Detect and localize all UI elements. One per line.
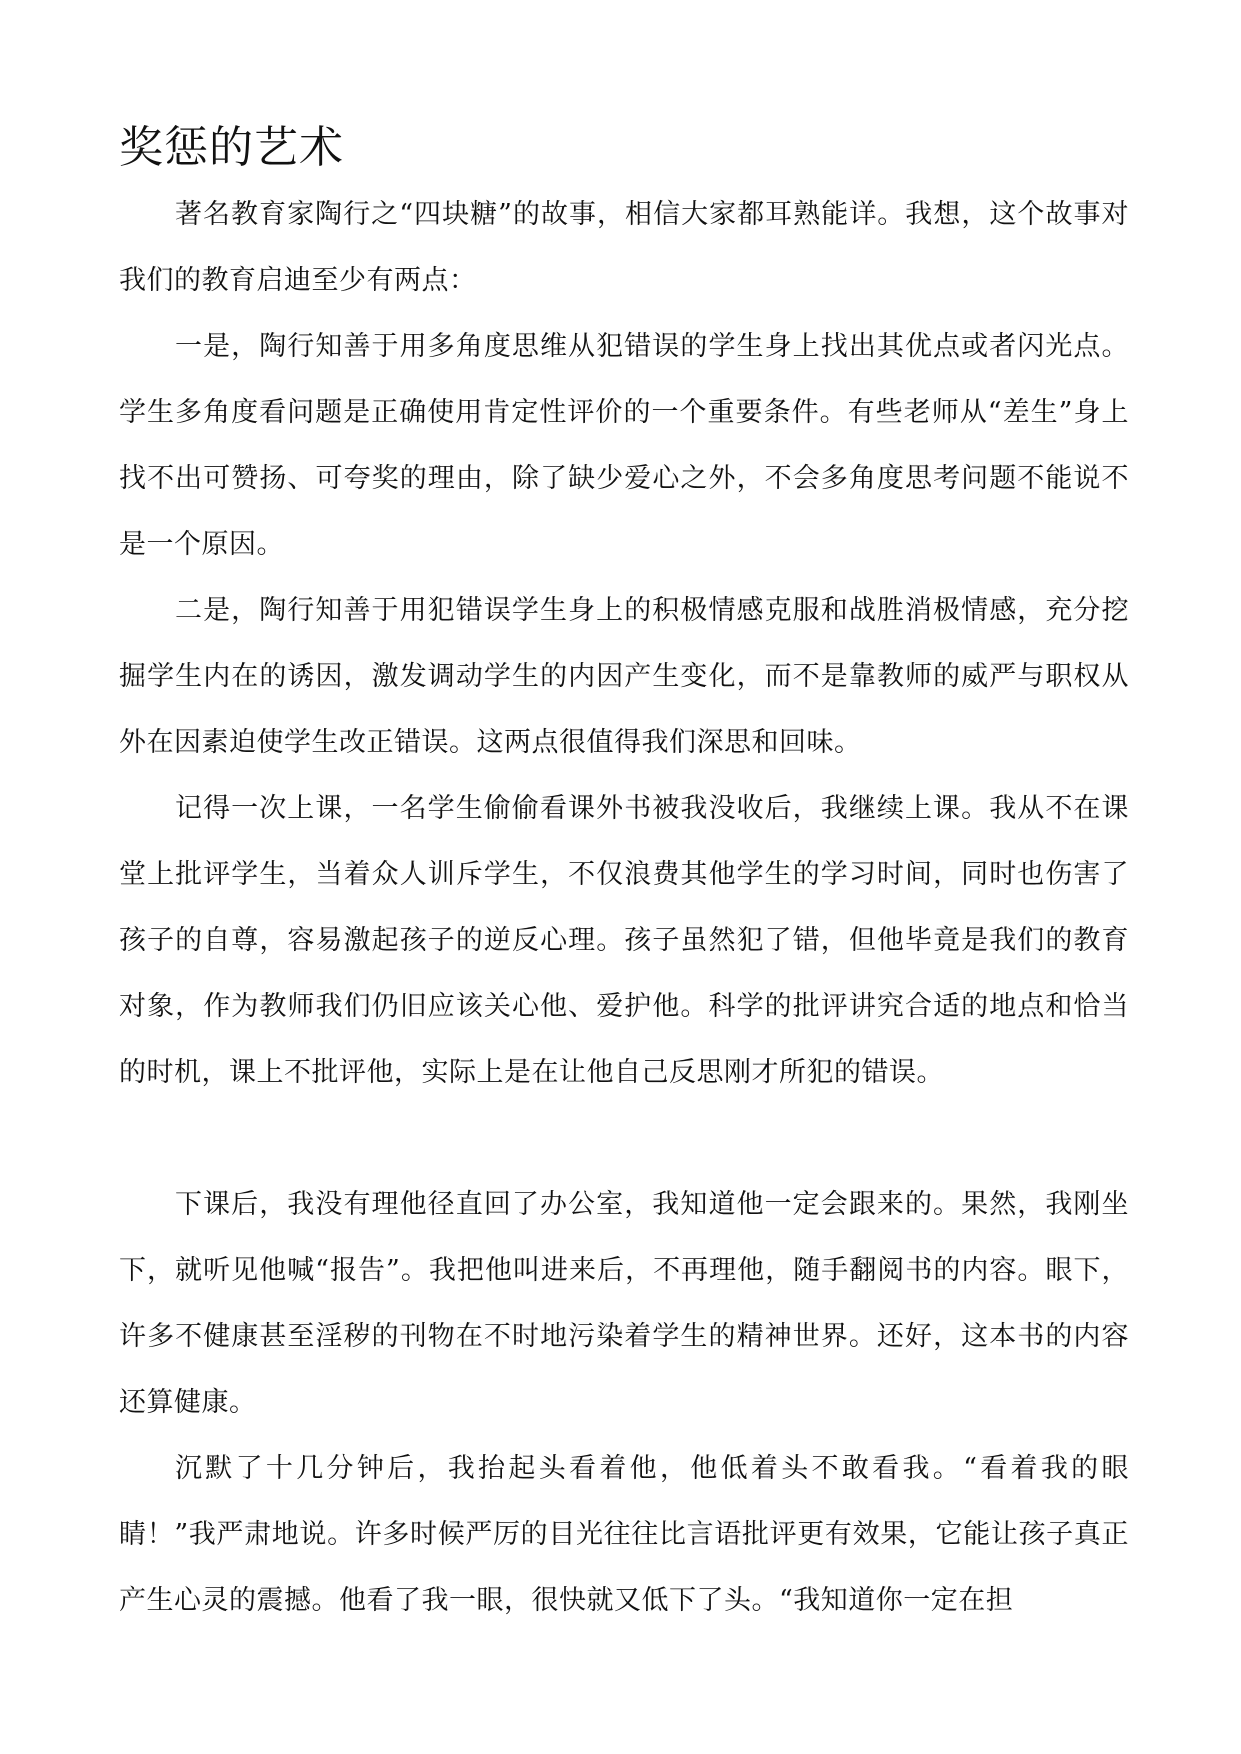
paragraph-point-two: 二是，陶行知善于用犯错误学生身上的积极情感克服和战胜消极情感，充分挖掘学生内在的诱因，激发调动学生的内因产生变化，而不是靠教师的威严与职权从外在因素迫使学生改正错误。这两点很值得我们深思和回味。: [119, 595, 1129, 758]
document-title: 奖惩的艺术: [119, 122, 344, 173]
paragraph-story-office: 下课后，我没有理他径直回了办公室，我知道他一定会跟来的。果然，我刚坐下，就听见他喊“报告”。我把他叫进来后，不再理他，随手翻阅书的内容。眼下，许多不健康甚至淫秽的刊物在不时地污染着学生的精神世界。还好，这本书的内容还算健康。: [119, 1189, 1129, 1418]
paragraph-point-one: 一是，陶行知善于用多角度思维从犯错误的学生身上找出其优点或者闪光点。学生多角度看问题是正确使用肯定性评价的一个重要条件。有些老师从“差生”身上找不出可赞扬、可夸奖的理由，除了缺少爱心之外，不会多角度思考问题不能说不是一个原因。: [119, 331, 1129, 560]
paragraph-intro: 著名教育家陶行之“四块糖”的故事，相信大家都耳熟能详。我想，这个故事对我们的教育启迪至少有两点：: [119, 199, 1129, 296]
paragraph-story-silence: 沉默了十几分钟后，我抬起头看着他，他低着头不敢看我。“看着我的眼睛！”我严肃地说。许多时候严厉的目光往往比言语批评更有效果，它能让孩子真正产生心灵的震撼。他看了我一眼，很快就又低下了头。“我知道你一定在担: [119, 1453, 1129, 1616]
paragraph-story-class: 记得一次上课，一名学生偷偷看课外书被我没收后，我继续上课。我从不在课堂上批评学生，当着众人训斥学生，不仅浪费其他学生的学习时间，同时也伤害了孩子的自尊，容易激起孩子的逆反心理。孩子虽然犯了错，但他毕竟是我们的教育对象，作为教师我们仍旧应该关心他、爱护他。科学的批评讲究合适的地点和恰当的时机，课上不批评他，实际上是在让他自己反思刚才所犯的错误。: [119, 793, 1129, 1088]
